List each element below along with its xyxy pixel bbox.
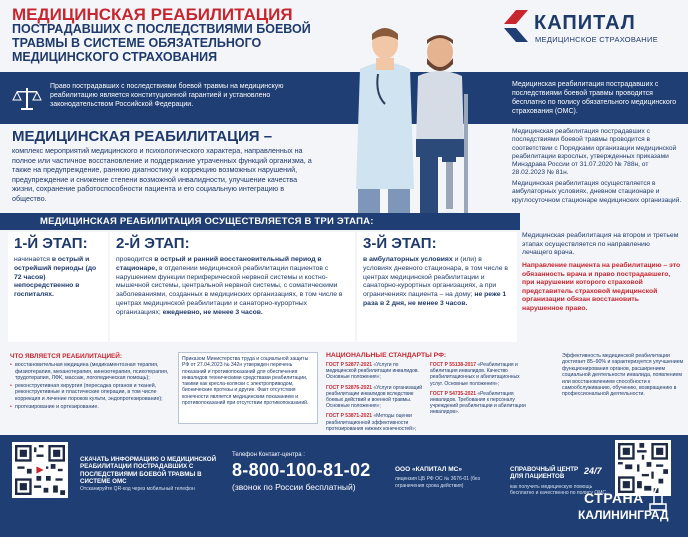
capital-logo-icon <box>500 10 528 42</box>
definition-title: МЕДИЦИНСКАЯ РЕАБИЛИТАЦИЯ – <box>12 128 273 145</box>
what-is-rehab-list <box>10 362 172 411</box>
contact-center-label: Телефон Контакт-центра : <box>232 452 305 458</box>
capital-logo <box>500 8 680 48</box>
constitutional-right-text: Право пострадавших с последствиями боевой травмы на медицинскую реабилитацию является конституционной гарантией и установлено законодательством Российской Федерации. <box>50 83 284 108</box>
stages-banner <box>0 213 520 230</box>
list-item: • восстановительная медицина (медикаментозная терапия, физиотерапия, механотерапия, кинезотерапия, психотерапия, трудотерапия, ЛФК, массаж, логопедическая помощь); <box>10 362 172 382</box>
legal-basis-text: Медицинская реабилитация пострадавших с последствиями боевой травмы проводится в соответствии с Порядками организации медицинской реабилитации взрослых, утвержденных приказами Минздрава России от 31.07.2020 № 788н, от 28.02.2023 № 81н. <box>512 128 677 177</box>
page-title: МЕДИЦИНСКАЯ РЕАБИЛИТАЦИЯ <box>12 5 293 24</box>
contact-phone-number[interactable]: 8-800-100-81-02 <box>232 460 371 480</box>
stage-1-card <box>8 232 108 342</box>
referral-note: Медицинская реабилитация на втором и третьем этапах осуществляется по направлению лечащего врача. <box>522 232 679 256</box>
standard-item: ГОСТ Р 54735-2021 «Реабилитация инвалидов. Требования к персоналу учреждений реабилитации и абилитации инвалидов». <box>430 390 526 416</box>
referral-right-note: Направление пациента на реабилитацию – это обязанность врача и право пострадавшего, при нарушении которого страховой представитель страховой медицинской организации обязан восстановить нарушенное право. <box>522 262 681 312</box>
page-subtitle: ПОСТРАДАВШИХ С ПОСЛЕДСТВИЯМИ БОЕВОЙ ТРАВМЫ В СИСТЕМЕ ОБЯЗАТЕЛЬНОГО МЕДИЦИНСКОГО СТРАХОВАНИЯ <box>12 22 311 64</box>
conditions-text: Медицинская реабилитация осуществляется в амбулаторных условиях, дневном стационаре и круглосуточном стационаре медицинских организаций. <box>512 180 682 204</box>
stage-1-title: 1-Й ЭТАП: <box>14 235 88 252</box>
list-item: • реконструктивная хирургия (пересадка органов и тканей, реконструктивные и пластические операции, в том числе коррекция и лечение пороков культи, эндопротезирование); <box>10 383 172 403</box>
logo-subtitle: МЕДИЦИНСКОЕ СТРАХОВАНИЕ <box>535 35 658 44</box>
download-info-text: СКАЧАТЬ ИНФОРМАЦИЮ О МЕДИЦИНСКОЙ РЕАБИЛИТАЦИИ ПОСТРАДАВШИХ С ПОСЛЕДСТВИЯМИ БОЕВОЙ ТРАВМЫ В СИСТЕМЕ ОМС <box>80 456 217 486</box>
what-is-rehab-title: ЧТО ЯВЛЯЕТСЯ РЕАБИЛИТАЦИЕЙ: <box>10 353 123 360</box>
ministry-order-box: Приказом Министерства труда и социальной защиты РФ от 27.04.2023 № 342н утвержден перечень показаний и противопоказаний для обеспечения инвалидов техническими средствами реабилитации, такими как кресла-коляски с электроприводом, бионические протезы и другие. Факт отсутствия конечности является медицинским показанием и противопоказаний при отсутствии противопоказаний. <box>178 352 318 424</box>
efficiency-text: Эффективность медицинской реабилитации достигает 85–90% и характеризуется улучшением функционирования органов, расширением социальной деятельности инвалида, появлением или восстановлением способности к самообслуживанию, обучению, возвращению в профессиональной деятельности. <box>562 353 684 398</box>
scales-of-justice-icon <box>12 85 42 113</box>
list-item: • протезирование и ортезирование. <box>10 404 172 411</box>
stage-3-text: в амбулаторных условиях и (или) в условиях дневного стационара, в том числе в центрах медицинской реабилитации и санаторно-курортных организациях, а при ограничениях пациента – на дому; не реже 1 раза в 2 дня, не менее 3 часов. <box>363 256 508 307</box>
watermark-line-2: КАЛИНИНГРАД <box>578 508 669 522</box>
free-by-oms-text: Медицинская реабилитация пострадавших с последствиями боевой травмы проводится бесплатно по полису обязательного медицинского страхования (ОМС). <box>512 81 677 115</box>
national-standards-col-b <box>430 362 530 420</box>
help-center-title: СПРАВОЧНЫЙ ЦЕНТР ДЛЯ ПАЦИЕНТОВ <box>510 466 579 481</box>
standard-item: ГОСТ Р 53871-2021 «Методы оценки реабилитационной эффективности протезирования нижних конечностей»; <box>326 413 417 432</box>
stage-1-text: начинается в острый и острейший периоды (до 72 часов) непосредственно в госпиталях. <box>14 256 97 299</box>
standard-item: ГОСТ Р 55138-2017 «Реабилитация и абилитация инвалидов. Качество реабилитационных и абилитационных услуг. Основные положения»; <box>430 362 520 387</box>
badge-24-7: 24/7 <box>584 466 602 476</box>
scan-qr-hint: Отсканируйте QR-код через мобильный телефон <box>80 486 195 492</box>
doctor-patient-illustration <box>330 14 490 232</box>
license-text: лицензия ЦБ РФ ОС № 3676-01 (без ограничения срока действия) <box>395 476 480 489</box>
stage-2-card <box>110 232 355 342</box>
stage-3-card <box>357 232 517 342</box>
watermark-line-1: СТРАНА <box>584 490 644 506</box>
logo-name: КАПИТАЛ <box>534 12 636 34</box>
stage-3-title: 3-Й ЭТАП: <box>363 235 437 252</box>
help-center-text: как получить медицинскую помощь бесплатно и качественно по полису ОМС <box>510 484 607 497</box>
national-standards-col-a <box>326 362 426 436</box>
stage-2-text: проводится в острый и ранний восстановительный период в стационаре, в отделении медицинской реабилитации пациентов с нарушением функции периферической нервной системы и костно-мышечной системы, центральной нервной системы, с соматическими заболеваниями, созданных в медицинских организациях, в том числе в центрах медицинской реабилитации и санаторно-курортных организациях; ежедневно, не менее 3 часов. <box>116 256 343 316</box>
qr-code-icon[interactable] <box>12 442 68 498</box>
national-standards-title: НАЦИОНАЛЬНЫЕ СТАНДАРТЫ РФ: <box>326 352 447 359</box>
standard-item: ГОСТ Р 52876-2021 «Услуги организаций реабилитации инвалидов вследствие боевых действий и военной травмы. Основные положения»; <box>326 384 423 410</box>
definition-text: комплекс мероприятий медицинского и психологического характера, направленных на полное или частичное восстановление и поддержание утраченных функций организма, а также на предупреждение, раннюю диагностику и коррекцию возможных нарушений, предупреждение и снижение степени возможной инвалидности, улучшение качества жизни, сохранение работоспособности пациента и его социальную интеграцию в общество. <box>12 146 312 203</box>
stage-2-title: 2-Й ЭТАП: <box>116 235 190 252</box>
standard-item: ГОСТ Р 52877-2021 «Услуги по медицинской реабилитации инвалидов. Основные положения»; <box>326 362 419 381</box>
phone-free-note: (звонок по России бесплатный) <box>232 482 356 492</box>
stages-banner-text: МЕДИЦИНСКАЯ РЕАБИЛИТАЦИЯ ОСУЩЕСТВЛЯЕТСЯ В ТРИ ЭТАПА: <box>40 216 374 227</box>
organization-name: ООО «КАПИТАЛ МС» <box>395 466 462 473</box>
